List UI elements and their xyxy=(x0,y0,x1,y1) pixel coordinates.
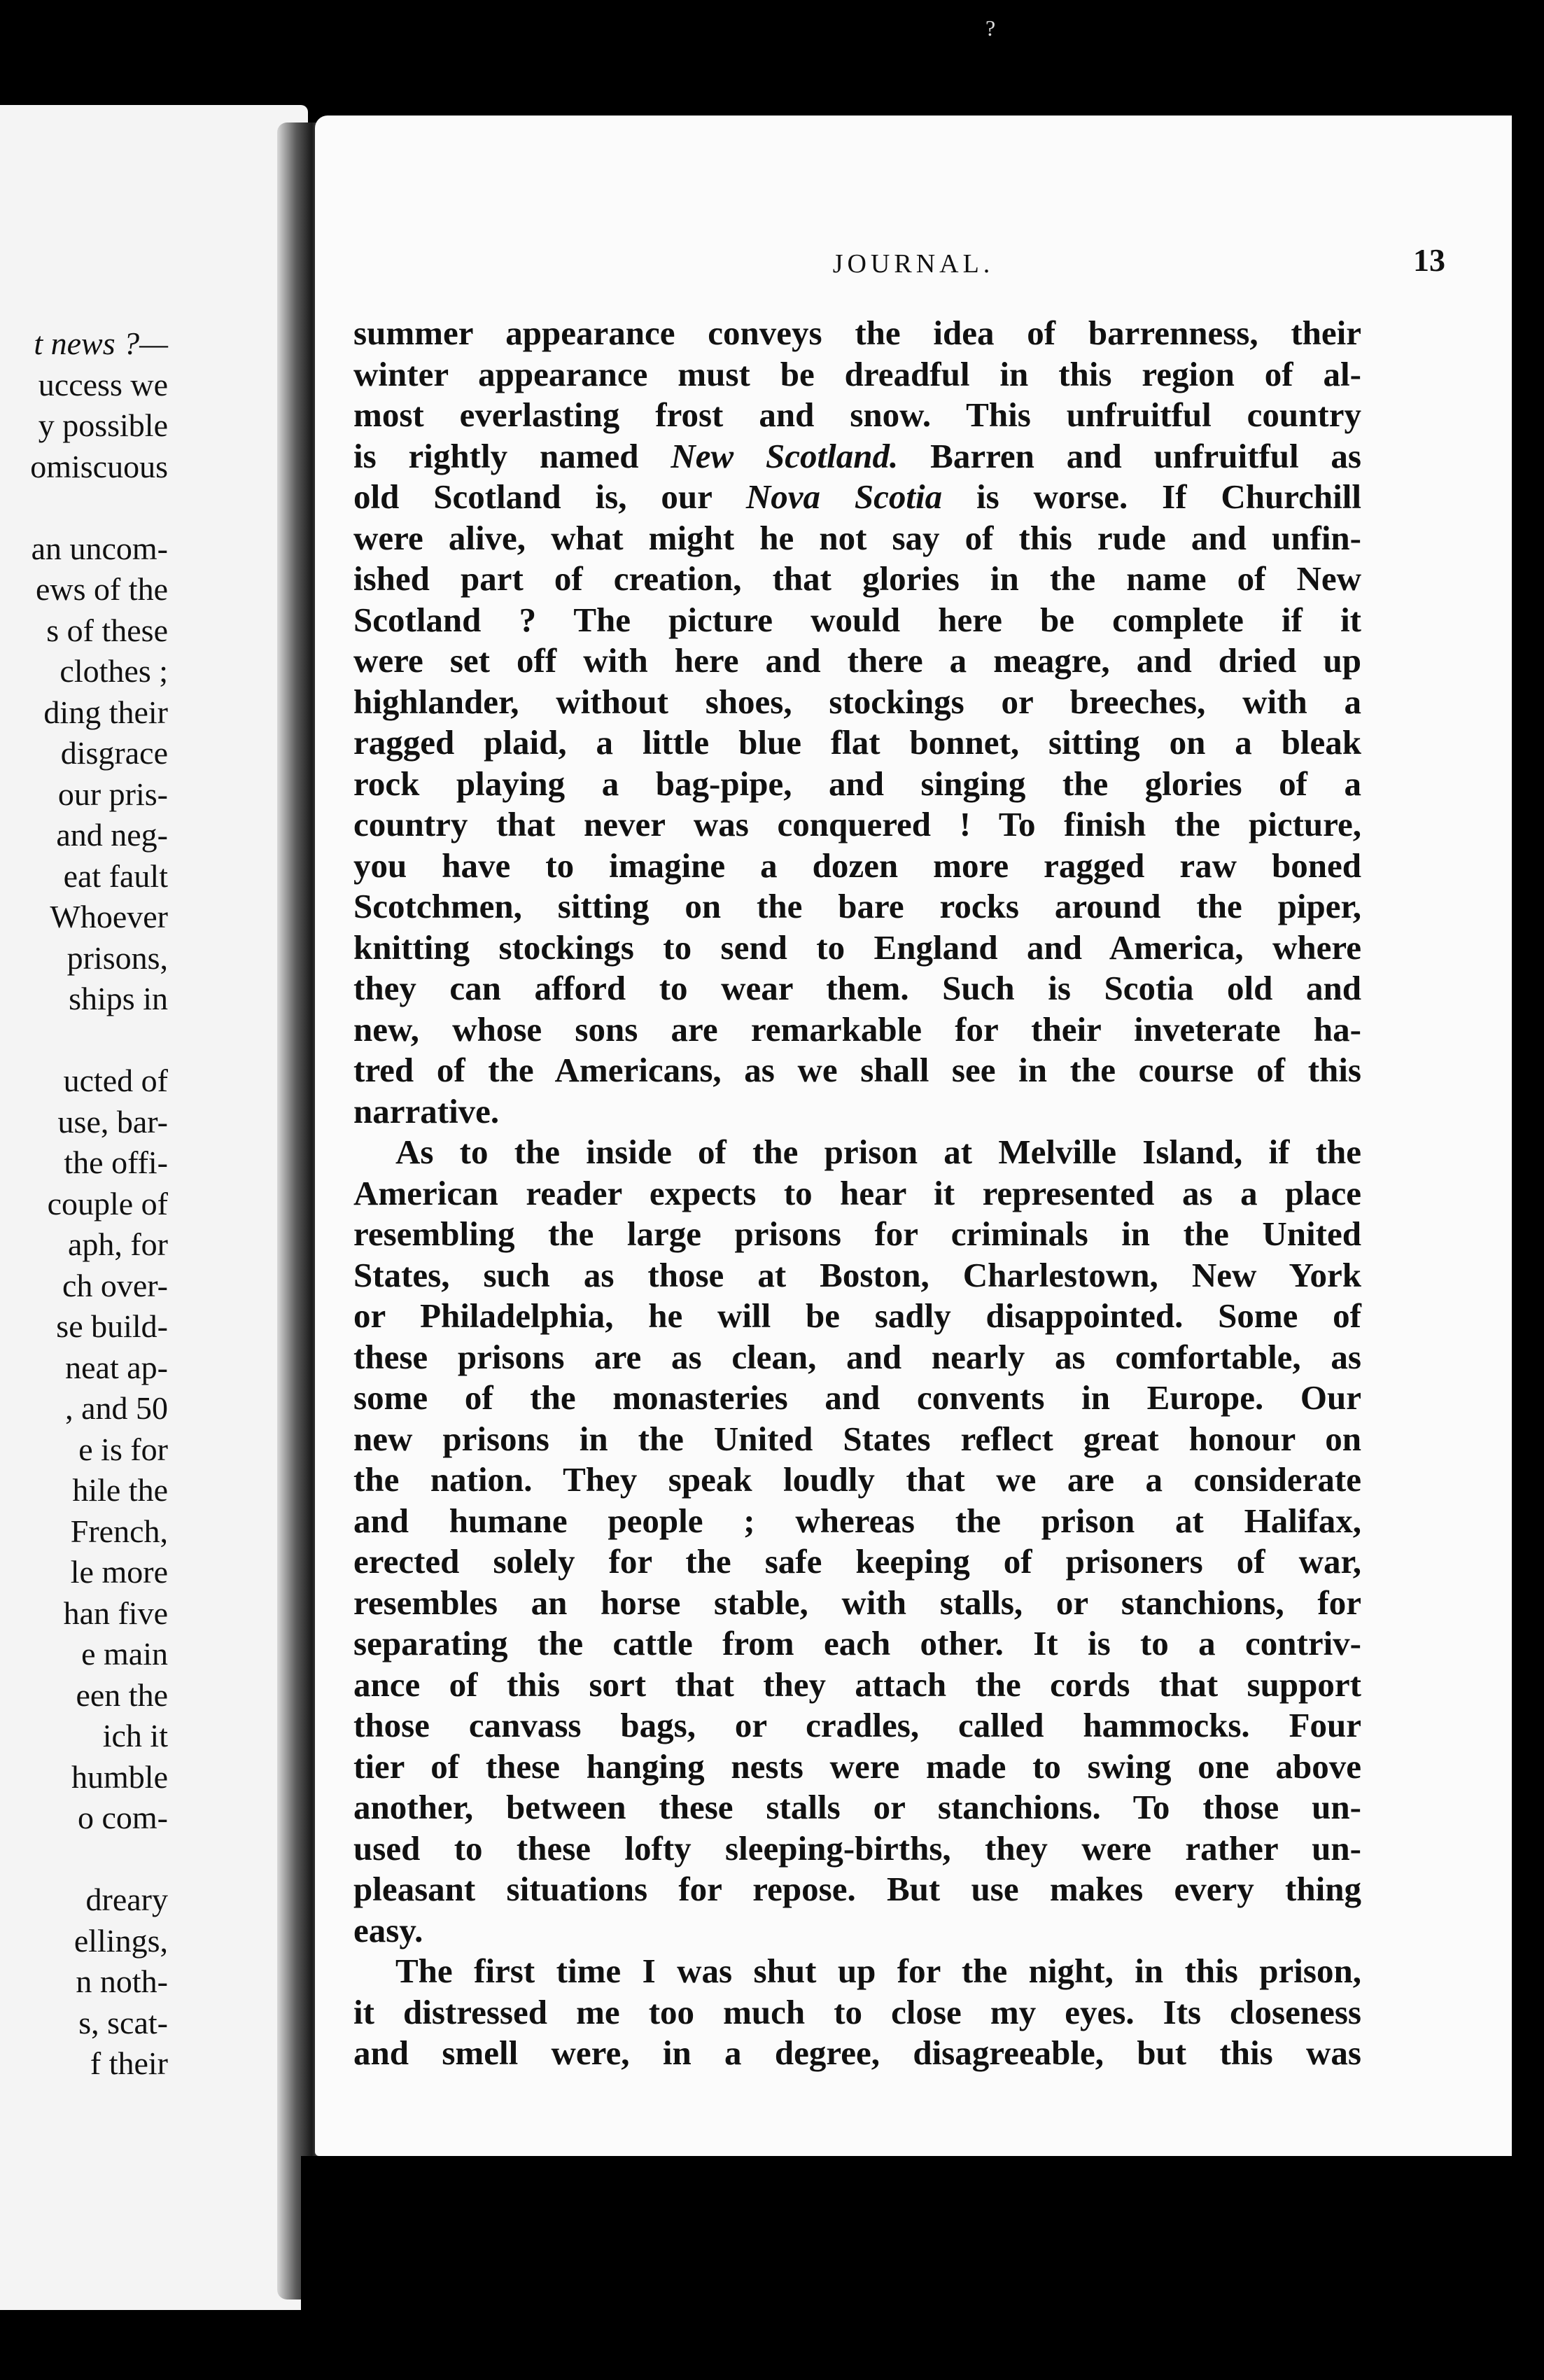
text-run: States, such as those at Boston, Charlestown, New York xyxy=(353,1255,1361,1294)
text-line xyxy=(353,1091,1361,1133)
text-run: those canvass bags, or cradles, called hammocks. Four xyxy=(353,1706,1361,1744)
text-run: were set off with here and there a meagre, and dried up xyxy=(353,641,1361,680)
text-run: The first time I was shut up for the night, in this prison, xyxy=(395,1952,1361,1990)
left-page-line: uccess we xyxy=(38,366,168,402)
left-page-line xyxy=(30,1020,168,1061)
left-page-line: n noth- xyxy=(76,1963,168,1999)
text-line xyxy=(353,1296,1361,1337)
text-run: or Philadelphia, he will be sadly disappointed. Some of xyxy=(353,1296,1361,1335)
text-line xyxy=(353,313,1361,354)
text-run: pleasant situations for repose. But use makes every thing xyxy=(353,1870,1361,1908)
text-run: Barren and unfruitful as xyxy=(898,436,1362,475)
text-line xyxy=(353,1665,1361,1706)
text-line xyxy=(353,846,1361,887)
left-page-line: the offi- xyxy=(64,1144,168,1180)
text-line xyxy=(353,1828,1361,1870)
text-line xyxy=(353,518,1361,559)
text-run: it distressed me too much to close my eyes. Its closeness xyxy=(353,1992,1361,2031)
text-run: you have to imagine a dozen more ragged raw boned xyxy=(353,846,1361,885)
text-run: and humane people ; whereas the prison at Halifax, xyxy=(353,1501,1361,1540)
italic-place-name: New Scotland. xyxy=(671,436,899,475)
text-run: Scotchmen, sitting on the bare rocks around the piper, xyxy=(353,887,1361,925)
left-page-line: our pris- xyxy=(57,776,168,812)
text-run: American reader expects to hear it represented as a place xyxy=(353,1173,1361,1212)
left-page-line: f their xyxy=(90,2045,168,2081)
left-page-line: and neg- xyxy=(56,817,168,853)
text-run: highlander, without shoes, stockings or breeches, with a xyxy=(353,682,1361,721)
left-page-line: ucted of xyxy=(63,1063,168,1098)
text-line xyxy=(353,1623,1361,1665)
text-line xyxy=(353,1378,1361,1419)
text-run: tred of the Americans, as we shall see in the course of this xyxy=(353,1051,1361,1089)
text-line xyxy=(353,1173,1361,1214)
text-line xyxy=(353,1501,1361,1542)
left-page-line: an uncom- xyxy=(31,530,168,566)
text-line xyxy=(353,1214,1361,1255)
left-page-line: ews of the xyxy=(35,571,168,607)
text-run: separating the cattle from each other. It is to a contriv- xyxy=(353,1624,1361,1662)
text-run: new, whose sons are remarkable for their inveterate ha- xyxy=(353,1009,1361,1049)
text-line xyxy=(353,600,1361,641)
left-page-line: ding their xyxy=(43,694,168,730)
scan-background xyxy=(301,2156,1544,2380)
text-line xyxy=(353,640,1361,682)
text-run: is worse. If Churchill xyxy=(942,477,1361,516)
text-line xyxy=(353,968,1361,1009)
text-run: old Scotland is, our xyxy=(353,477,746,516)
left-page-line: Whoever xyxy=(50,899,168,934)
right-page xyxy=(315,115,1512,2156)
left-page-line: t news ?— xyxy=(34,326,168,361)
left-page-line: dreary xyxy=(85,1882,168,1917)
left-page-line: , and 50 xyxy=(65,1390,168,1426)
text-run: ance of this sort that they attach the cords that support xyxy=(353,1665,1361,1704)
left-page-line: e main xyxy=(81,1636,168,1672)
text-run: narrative. xyxy=(353,1091,500,1130)
left-page-line xyxy=(30,1839,168,1880)
left-page-line: aph, for xyxy=(67,1226,168,1262)
text-line xyxy=(353,2033,1361,2074)
text-line xyxy=(353,1869,1361,1910)
text-line xyxy=(353,1132,1361,1173)
left-page-line: prisons, xyxy=(66,939,168,976)
text-line xyxy=(353,477,1361,518)
running-head: JOURNAL. xyxy=(832,249,995,279)
left-page-line: e is for xyxy=(78,1431,168,1467)
text-line xyxy=(353,804,1361,846)
text-run: the nation. They speak loudly that we are a considerate xyxy=(353,1460,1361,1499)
text-line xyxy=(353,764,1361,805)
left-page-line: ch over- xyxy=(62,1267,168,1303)
text-line xyxy=(353,395,1361,436)
left-page-line: use, bar- xyxy=(57,1103,168,1140)
text-run: new prisons in the United States reflect great honour on xyxy=(353,1419,1361,1458)
text-run: ished part of creation, that glories in the name of New xyxy=(353,559,1361,598)
text-run: tier of these hanging nests were made to swing one above xyxy=(353,1746,1361,1786)
text-run: resembling the large prisons for criminals in the United xyxy=(353,1214,1361,1253)
left-page-line xyxy=(30,487,168,528)
left-page-line: ich it xyxy=(102,1718,168,1754)
text-run: were alive, what might he not say of this rude and unfin- xyxy=(353,518,1361,557)
text-run: Scotland ? The picture would here be complete if it xyxy=(353,600,1361,639)
text-line xyxy=(353,1419,1361,1460)
text-run: they can afford to wear them. Such is Scotia old and xyxy=(353,969,1361,1007)
left-page-line: s, scat- xyxy=(78,2004,168,2040)
text-run: easy. xyxy=(353,1910,423,1949)
text-line xyxy=(353,1746,1361,1788)
left-page-line: omiscuous xyxy=(30,448,168,484)
left-page-line: couple of xyxy=(47,1185,168,1222)
text-line xyxy=(353,722,1361,764)
left-page-line: een the xyxy=(76,1676,168,1713)
left-page-line: ellings, xyxy=(73,1922,168,1959)
text-line xyxy=(353,1992,1361,2033)
text-line xyxy=(353,927,1361,969)
left-page-text xyxy=(30,323,168,2085)
text-line xyxy=(353,682,1361,723)
text-line xyxy=(353,1541,1361,1583)
text-run: is rightly named xyxy=(353,436,671,475)
text-run: and smell were, in a degree, disagreeable, but this was xyxy=(353,2033,1361,2072)
text-line xyxy=(353,1009,1361,1051)
text-run: country that never was conquered ! To finish the picture, xyxy=(353,805,1361,844)
text-line xyxy=(353,354,1361,396)
left-page-line: clothes ; xyxy=(59,653,168,689)
text-line xyxy=(353,1583,1361,1624)
text-line xyxy=(353,1787,1361,1828)
left-page-line: hile the xyxy=(72,1472,168,1508)
text-run: these prisons are as clean, and nearly as comfortable, as xyxy=(353,1337,1361,1376)
left-page-line: neat ap- xyxy=(65,1349,168,1385)
left-page-line: se build- xyxy=(56,1308,168,1344)
text-run: erected solely for the safe keeping of prisoners of war, xyxy=(353,1542,1361,1581)
left-page-line: le more xyxy=(70,1554,168,1590)
text-run: knitting stockings to send to England and America, where xyxy=(353,927,1361,967)
text-line xyxy=(353,436,1361,477)
left-page-line: humble xyxy=(71,1758,168,1795)
text-run: another, between these stalls or stanchions. To those un- xyxy=(353,1788,1361,1826)
left-page-line: eat fault xyxy=(63,858,168,894)
text-line xyxy=(353,1951,1361,1992)
text-run: As to the inside of the prison at Melville Island, if the xyxy=(395,1133,1361,1171)
text-run: some of the monasteries and convents in Europe. Our xyxy=(353,1378,1361,1417)
text-line xyxy=(353,1460,1361,1501)
text-line xyxy=(353,1255,1361,1296)
text-line xyxy=(353,1705,1361,1746)
left-page-line: o com- xyxy=(77,1800,168,1835)
left-page-line: s of these xyxy=(46,612,168,648)
italic-place-name: Nova Scotia xyxy=(745,477,943,516)
left-page-line: French, xyxy=(70,1513,168,1549)
left-page-line: ships in xyxy=(69,981,168,1016)
text-line xyxy=(353,1050,1361,1091)
left-page-line: disgrace xyxy=(60,735,168,771)
left-page-line: han five xyxy=(63,1595,168,1631)
text-line xyxy=(353,1337,1361,1378)
text-line xyxy=(353,1910,1361,1952)
left-page-line: y possible xyxy=(38,407,168,443)
text-line xyxy=(353,886,1361,927)
text-run: resembles an horse stable, with stalls, or stanchions, for xyxy=(353,1583,1361,1622)
text-run: ragged plaid, a little blue flat bonnet, sitting on a bleak xyxy=(353,723,1361,762)
page-number: 13 xyxy=(1413,242,1445,278)
left-page xyxy=(0,105,308,2310)
text-run: most everlasting frost and snow. This unfruitful country xyxy=(353,396,1361,434)
text-line xyxy=(353,559,1361,600)
top-margin-mark: ? xyxy=(985,15,996,41)
text-run: winter appearance must be dreadful in this region of al- xyxy=(353,354,1361,393)
text-run: used to these lofty sleeping-births, they were rather un- xyxy=(353,1828,1361,1868)
body-text xyxy=(353,313,1361,2074)
text-run: summer appearance conveys the idea of barrenness, their xyxy=(353,314,1361,352)
text-run: rock playing a bag-pipe, and singing the glories of a xyxy=(353,764,1361,803)
